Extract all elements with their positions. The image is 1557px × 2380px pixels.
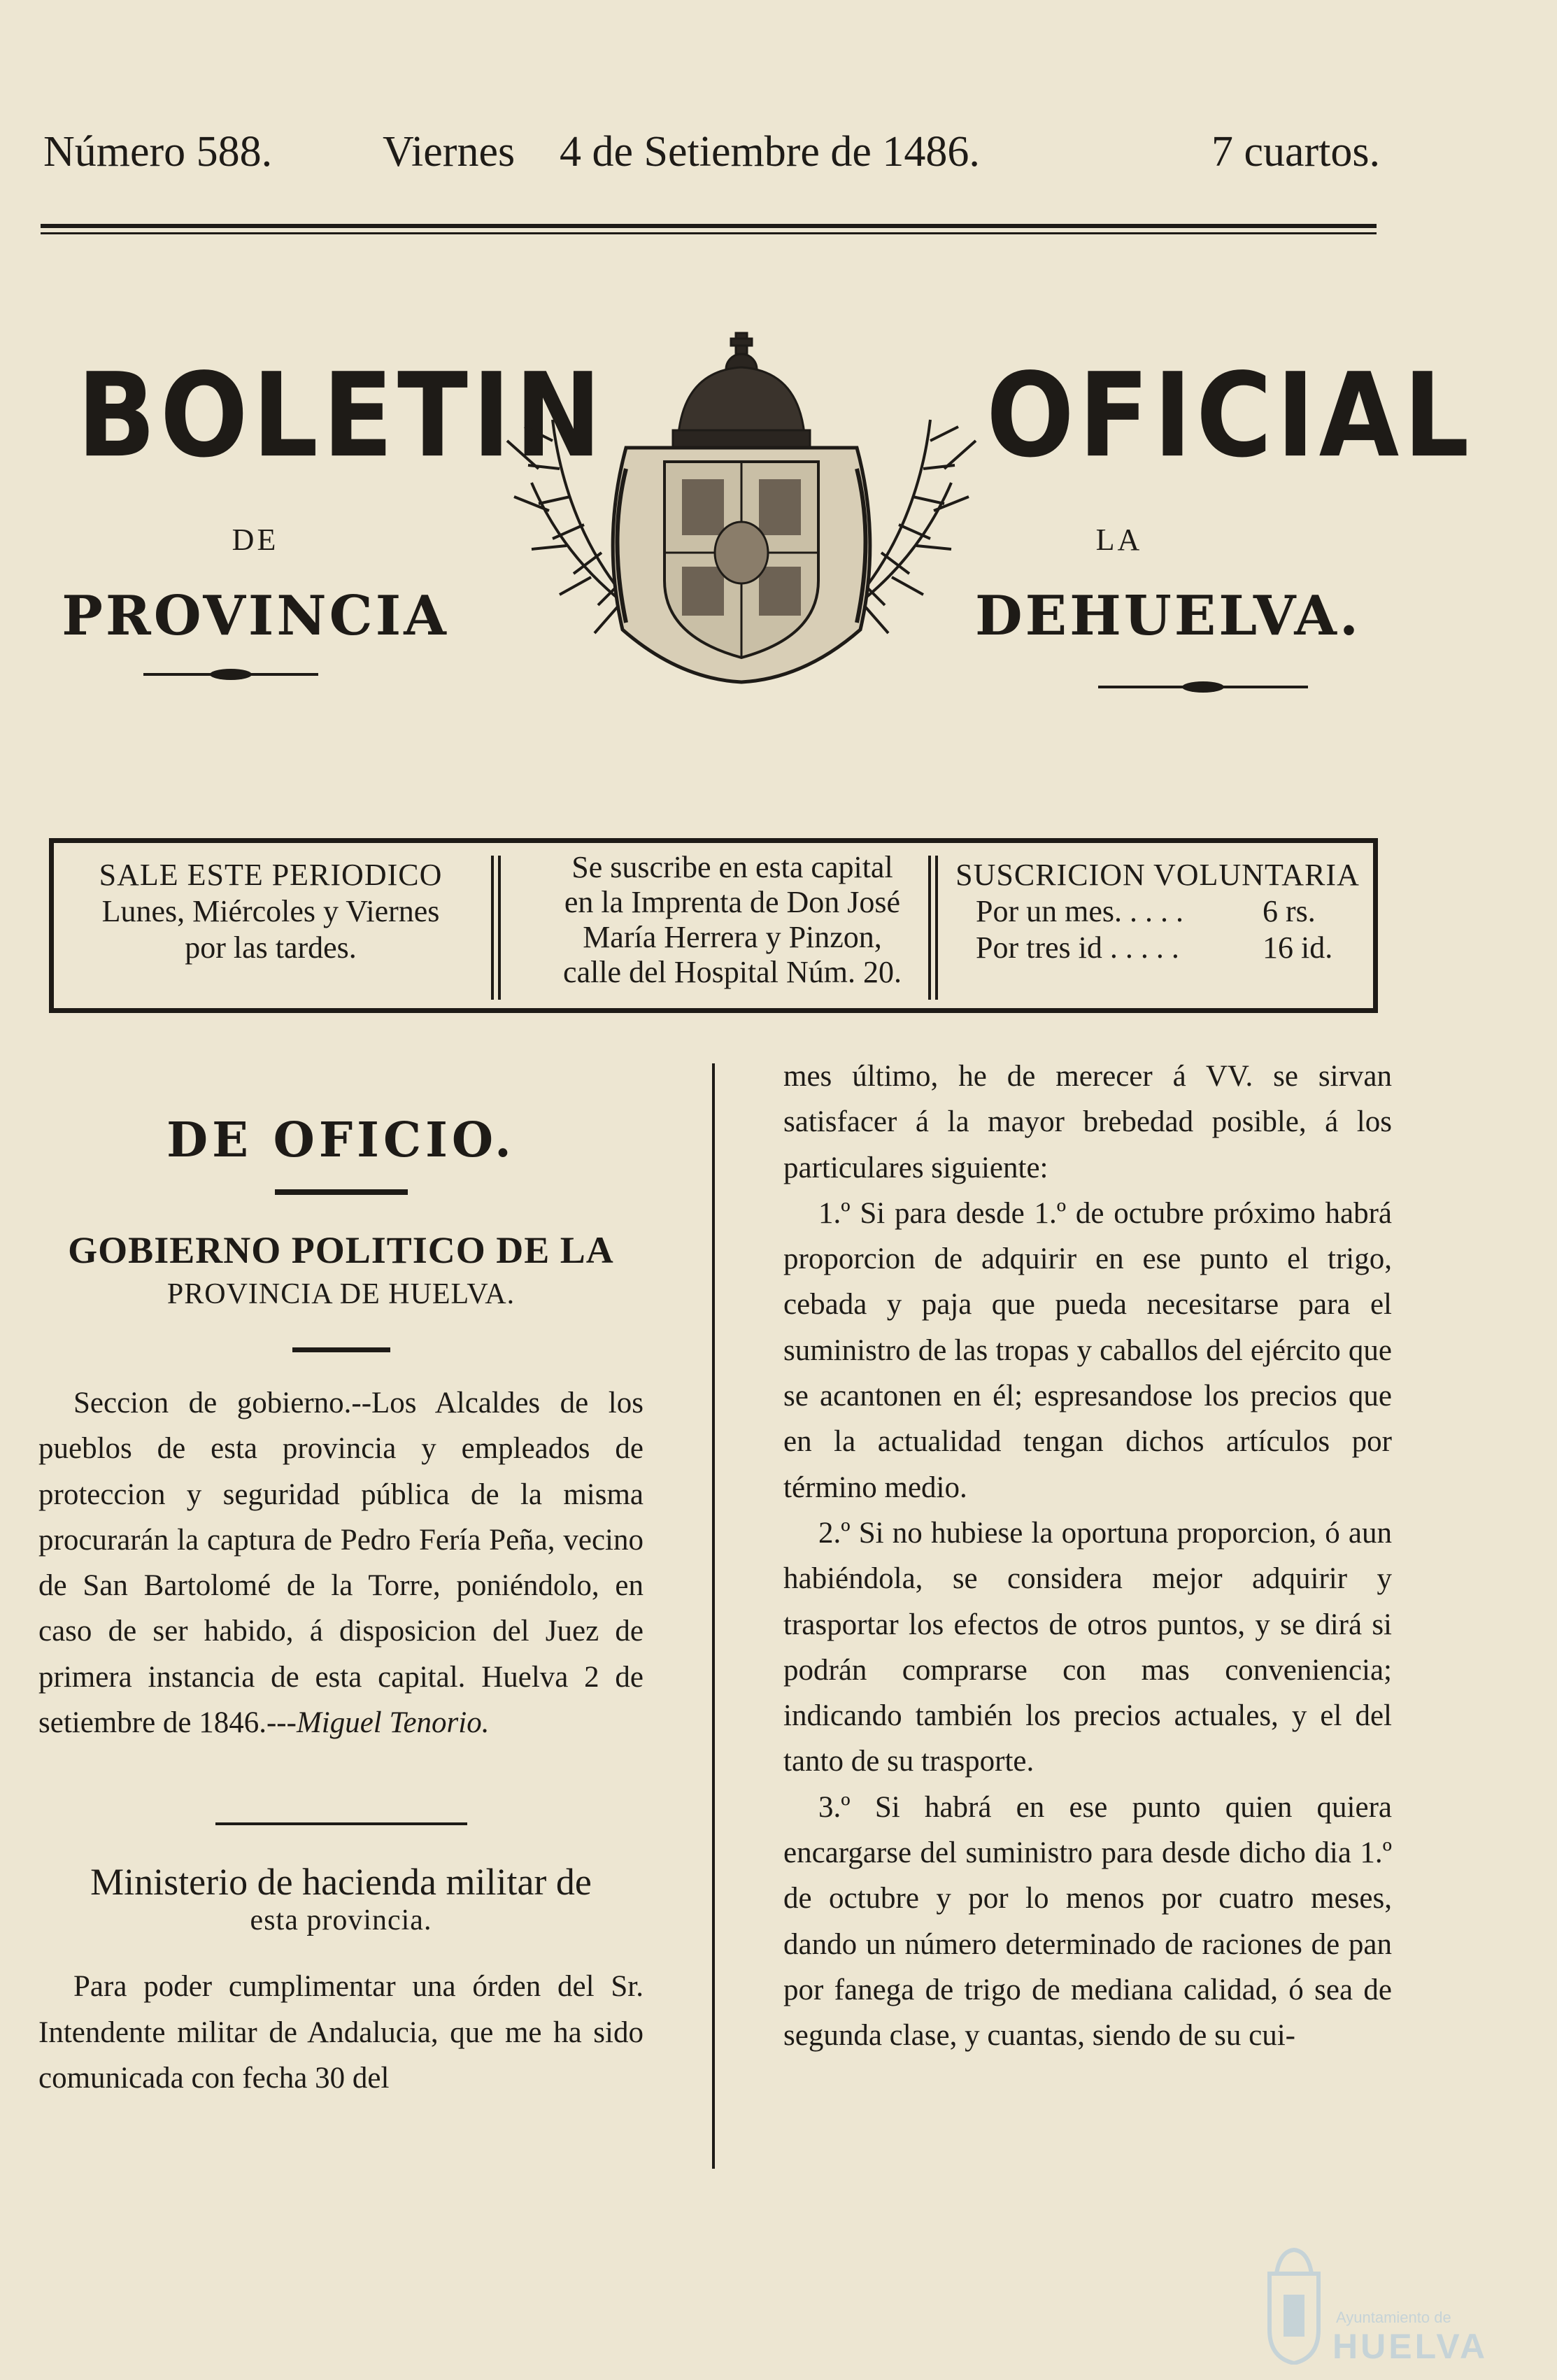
header-rule-bottom [41,232,1377,234]
section-rule [275,1189,408,1195]
issue-weekday: Viernes [383,128,516,176]
price-value: 16 id. [1263,930,1333,965]
location-line-4: calle del Hospital Núm. 20. [563,955,902,989]
intro-text: mes último, he de merecer á VV. se sirvan satisfacer á la mayor brebedad posible, á los particulares siguiente: [783,1060,1392,1184]
gobierno-text [38,1380,644,1745]
gobierno-title: GOBIERNO POLITICO DE LA [68,1229,614,1271]
item-number: 2.º [818,1516,851,1550]
issue-price: 7 cuartos. [1211,128,1381,176]
numbered-item [783,1785,1392,2059]
huelva-shield-icon [1263,2246,1325,2365]
masthead-la: LA [1095,523,1143,557]
price-row [948,930,1367,966]
masthead-boletin: BOLETIN [77,348,606,483]
masthead-de: DE [232,523,279,557]
masthead-left [62,348,606,648]
coat-of-arms [490,329,993,686]
schedule-title: SALE ESTE PERIODICO [99,858,443,892]
watermark-line2: HUELVA [1332,2327,1488,2366]
prices-title: SUSCRICION VOLUNTARIA [955,858,1360,892]
schedule-time: por las tardes. [185,930,357,965]
issue-date: 4 de Setiembre de 1486. [560,128,980,176]
gobierno-body: Seccion de gobierno.--Los Alcaldes de los pueblos de esta provincia y empleados de proteccion y seguridad pública de la misma procurarán la captura de Pedro Fería Peña, vecino de San Bartolomé de la Torre, poniéndolo, en caso de ser habido, á disposicion del Juez de primera instancia de esta capital. Huelva 2 de setiembre de 1846.--- [38,1387,644,1740]
gobierno-signature: Miguel Tenorio. [296,1706,490,1740]
ministerio-rule [215,1822,467,1825]
ministerio-subtitle: esta provincia. [250,1904,432,1937]
column-divider [712,1063,715,2169]
ornament-right-center [1182,681,1224,693]
dateline [43,127,1381,176]
section-de-oficio: DE OFICIO. [166,1112,516,1168]
watermark-line1: Ayuntamiento de [1336,2309,1451,2326]
right-column [783,1054,1392,2059]
masthead-oficial: OFICIAL [986,348,1474,483]
ministerio-title: Ministerio de hacienda militar de [90,1861,592,1904]
subscription-prices [948,857,1367,966]
subscription-schedule [54,857,488,966]
price-label: Por un mes. . . . . [976,894,1183,928]
masthead-provincia: PROVINCIA [62,584,449,648]
item-text: Si para desde 1.º de octubre próximo habrá proporcion de adquirir en ese punto el trigo, cebada y paja que pueda necesitarse para el suministro de las tropas y caballos del ejército que se acantonen en él; espresandose los precios que en la actualidad tengan dichos artículos por término medio. [783,1196,1392,1504]
numbered-item [783,1510,1392,1785]
ornament-left-center [210,669,252,680]
issue-number: Número 588. [43,128,273,176]
item-number: 1.º [818,1196,851,1230]
archive-watermark [1263,2246,1500,2379]
location-line-1: Se suscribe en esta capital [571,850,893,884]
masthead-right [975,348,1474,648]
price-value: 6 rs. [1263,894,1316,928]
numbered-item [783,1191,1392,1510]
item-number: 3.º [818,1790,851,1824]
location-line-2: en la Imprenta de Don José [564,885,901,919]
gobierno-rule [292,1347,390,1352]
item-text: Si no hubiese la oportuna proporcion, ó aun habiéndola, se considera mejor adquirir y trasportar los efectos de otros puntos, y se dirá si podrán comprarse con mas conveniencia; indicando también los precios actuales, y el del tanto de su trasporte. [783,1516,1393,1778]
schedule-days: Lunes, Miércoles y Viernes [101,894,440,928]
gobierno-subtitle: PROVINCIA DE HUELVA. [166,1278,516,1310]
header-rule-top [41,224,1377,228]
masthead-dehuelva: DEHUELVA. [975,584,1361,648]
ministerio-text: Para poder cumplimentar una órden del Sr. Intendente militar de Andalucia, que me ha sido comunicada con fecha 30 del [38,1970,644,2095]
left-column [38,1112,644,2101]
location-line-3: María Herrera y Pinzon, [583,920,882,954]
price-row [948,893,1367,930]
box-divider-2 [928,856,938,1000]
subscription-box [49,838,1378,1013]
box-divider-1 [491,856,501,1000]
item-text: Si habrá en ese punto quien quiera encargarse del suministro para desde dicho dia 1.º de octubre y por lo menos por cuatro meses, dando un número determinado de raciones de pan por fanega de trigo de mediana calidad, ó sea de segunda clase, y cuantas, siendo de su cui- [783,1790,1392,2053]
subscription-location [505,850,960,990]
price-label: Por tres id . . . . . [976,930,1179,965]
